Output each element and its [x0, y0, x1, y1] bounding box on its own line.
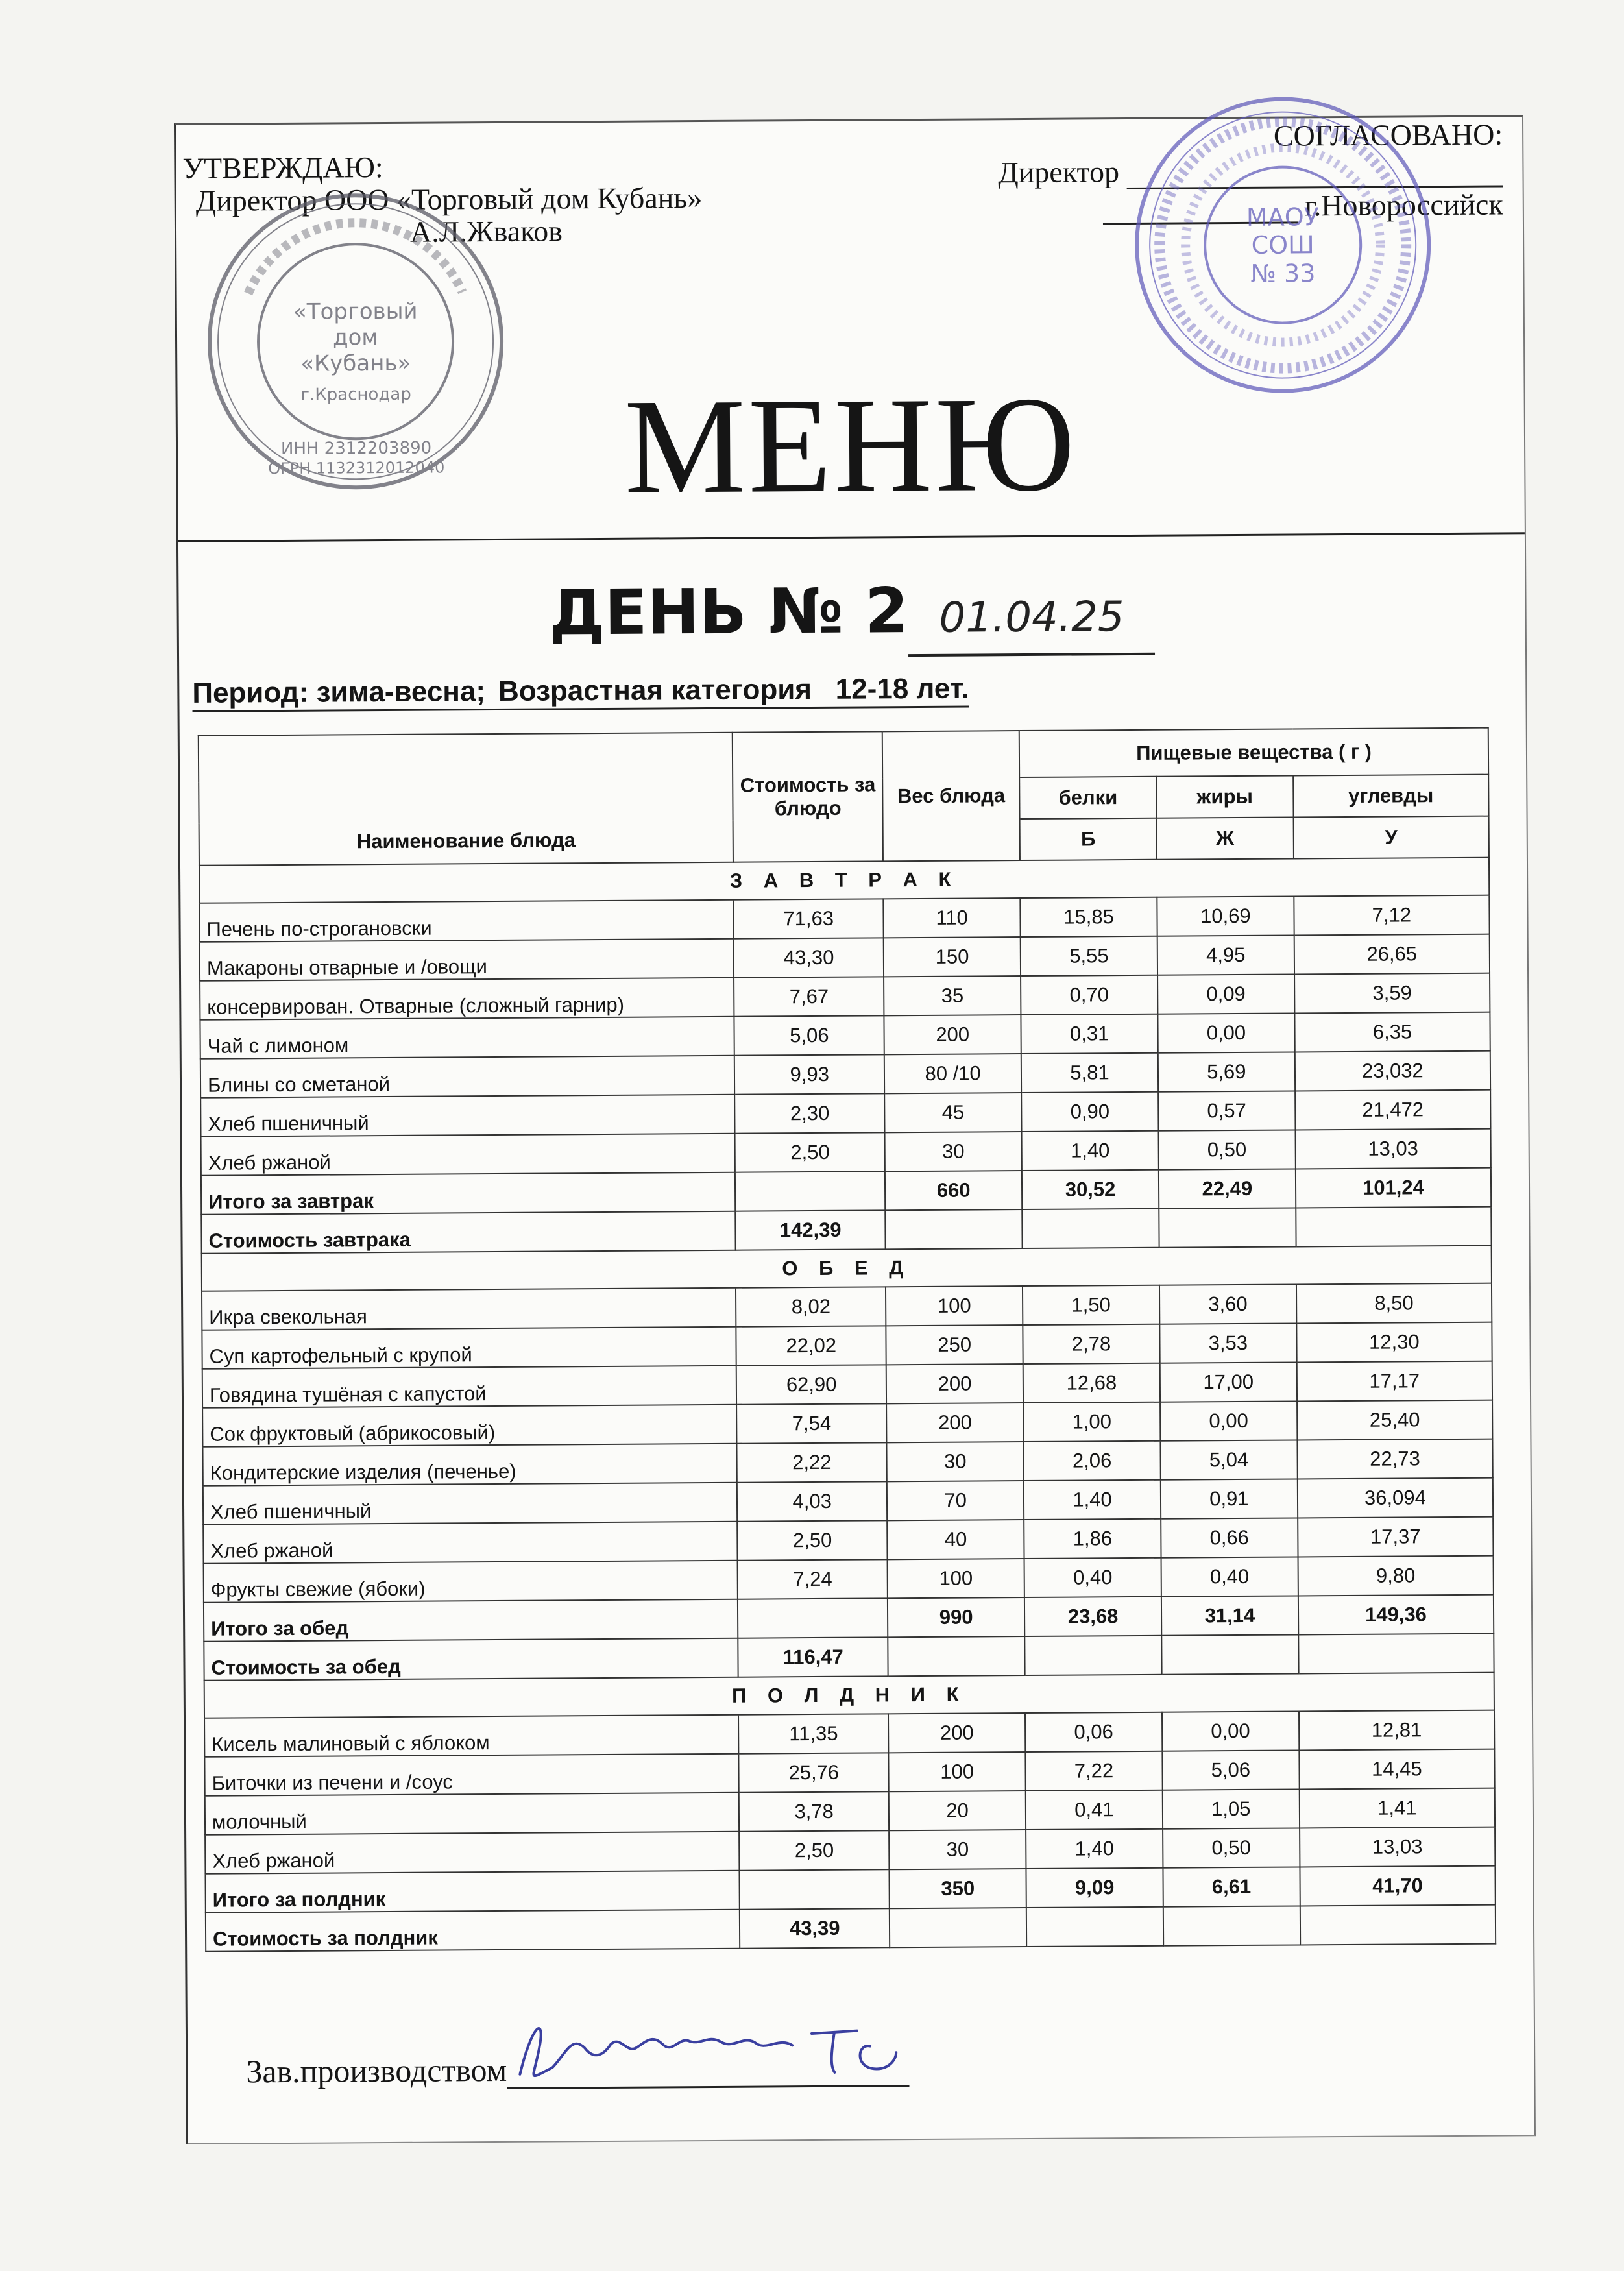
signature-block — [246, 2048, 909, 2091]
empty-cell — [1300, 1905, 1496, 1945]
dish-carbs: 12,81 — [1299, 1710, 1495, 1751]
dish-carbs: 6,35 — [1294, 1012, 1490, 1052]
dish-carbs: 21,472 — [1295, 1090, 1491, 1130]
dish-fats: 1,05 — [1163, 1789, 1300, 1828]
total-fats: 6,61 — [1163, 1867, 1300, 1906]
dish-cost: 2,50 — [735, 1132, 885, 1172]
dish-proteins: 15,85 — [1020, 897, 1157, 937]
dish-carbs: 1,41 — [1299, 1788, 1495, 1828]
total-cost-empty — [740, 1869, 890, 1909]
signature-line — [507, 2052, 909, 2089]
dish-proteins: 1,40 — [1022, 1131, 1159, 1171]
header-proteins: белки — [1019, 777, 1156, 819]
seal-name-line-3: «Кубань» — [300, 350, 411, 377]
total-label: Итого за завтрак — [201, 1172, 736, 1215]
header-fats: жиры — [1156, 775, 1293, 818]
handwritten-signature — [507, 2007, 923, 2087]
dish-name: Хлеб пшеничный — [203, 1483, 738, 1525]
dish-cost: 2,22 — [737, 1442, 887, 1482]
dish-carbs: 17,37 — [1298, 1517, 1494, 1557]
agreement-position: Директор — [998, 155, 1120, 189]
dish-weight: 200 — [884, 1015, 1021, 1054]
dish-fats: 5,69 — [1158, 1052, 1295, 1091]
dish-name: Печень по-строгановски — [199, 900, 734, 942]
dish-name: молочный — [205, 1793, 740, 1835]
dish-proteins: 1,86 — [1024, 1519, 1161, 1559]
dish-weight: 100 — [886, 1286, 1023, 1326]
dish-fats: 0,66 — [1161, 1518, 1298, 1557]
dish-name: Чай с лимоном — [200, 1017, 734, 1059]
empty-cell — [1161, 1634, 1298, 1674]
dish-weight: 30 — [887, 1442, 1024, 1481]
agreement-city: г.Новороссийск — [1304, 188, 1503, 223]
dish-carbs: 17,17 — [1296, 1361, 1492, 1402]
empty-cell — [1163, 1906, 1300, 1945]
dish-carbs: 26,65 — [1294, 934, 1490, 975]
day-heading — [178, 571, 1525, 661]
dish-cost: 11,35 — [738, 1714, 888, 1753]
dish-carbs: 36,094 — [1298, 1478, 1494, 1518]
seal-city: г.Краснодар — [300, 384, 411, 405]
dish-carbs: 22,73 — [1297, 1439, 1493, 1479]
dish-weight: 40 — [887, 1520, 1024, 1559]
total-carbs: 101,24 — [1296, 1168, 1492, 1208]
dish-cost: 9,93 — [734, 1054, 884, 1094]
meal-cost-label: Стоимость за полдник — [206, 1910, 740, 1952]
dish-weight: 100 — [889, 1752, 1026, 1791]
dish-weight: 45 — [884, 1093, 1021, 1132]
seal-inn: ИНН 2312203890 — [280, 438, 432, 459]
dish-weight: 70 — [887, 1481, 1024, 1520]
dish-weight: 150 — [884, 937, 1021, 977]
dish-cost: 2,50 — [739, 1830, 889, 1870]
dish-cost: 71,63 — [734, 899, 884, 938]
day-date: 01.04.25 — [908, 581, 1156, 657]
dish-fats: 0,40 — [1161, 1557, 1298, 1596]
menu-title: МЕНЮ — [624, 369, 1078, 522]
age-category-label: Возрастная категория — [498, 674, 812, 707]
empty-cell — [885, 1209, 1022, 1249]
total-fats: 31,14 — [1161, 1596, 1298, 1635]
meal-cost-value: 116,47 — [738, 1637, 888, 1677]
total-proteins: 30,52 — [1022, 1170, 1159, 1209]
dish-carbs: 13,03 — [1300, 1827, 1496, 1867]
dish-cost: 4,03 — [737, 1481, 887, 1521]
dish-fats: 0,00 — [1160, 1401, 1297, 1440]
dish-name: Блины со сметаной — [200, 1056, 735, 1098]
total-cost-empty — [735, 1171, 885, 1211]
school-seal-line-3: № 33 — [1250, 259, 1316, 288]
dish-weight: 100 — [888, 1559, 1024, 1598]
school-seal-line-2: СОШ — [1251, 230, 1315, 260]
empty-cell — [1298, 1634, 1494, 1674]
dish-cost: 2,30 — [734, 1093, 884, 1133]
meal-cost-label: Стоимость завтрака — [201, 1211, 736, 1254]
section-title: П О Л Д Н И К — [204, 1673, 1494, 1718]
menu-table-body — [199, 858, 1496, 1952]
total-weight: 990 — [888, 1597, 1024, 1637]
header-dish-name: Наименование блюда — [199, 733, 734, 866]
dish-cost: 62,90 — [736, 1365, 886, 1404]
total-carbs: 149,36 — [1298, 1595, 1494, 1635]
dish-fats: 0,50 — [1163, 1828, 1300, 1867]
dish-fats: 3,53 — [1159, 1323, 1296, 1363]
dish-carbs: 7,12 — [1294, 895, 1490, 936]
dish-fats: 0,00 — [1157, 1013, 1294, 1052]
dish-name: Хлеб пшеничный — [200, 1095, 735, 1137]
empty-cell — [1026, 1907, 1163, 1947]
dish-fats: 0,91 — [1161, 1479, 1298, 1518]
meal-cost-label: Стоимость за обед — [204, 1638, 738, 1681]
document-page — [174, 115, 1536, 2144]
dish-name: Кондитерские изделия (печенье) — [202, 1444, 737, 1486]
dish-name: Фрукты свежие (ябоки) — [204, 1561, 738, 1603]
dish-proteins: 0,70 — [1021, 975, 1157, 1015]
empty-cell — [1024, 1636, 1161, 1675]
total-carbs: 41,70 — [1300, 1866, 1496, 1906]
dish-proteins: 0,90 — [1021, 1092, 1158, 1132]
header-carbs: углевды — [1293, 775, 1489, 818]
dish-fats: 3,60 — [1159, 1284, 1296, 1324]
header-u: У — [1293, 816, 1489, 859]
total-label: Итого за полдник — [205, 1871, 740, 1913]
title-divider — [178, 532, 1525, 542]
dish-proteins: 1,40 — [1026, 1829, 1163, 1869]
dish-carbs: 12,30 — [1296, 1322, 1492, 1363]
dish-weight: 80 /10 — [884, 1054, 1021, 1093]
total-proteins: 9,09 — [1026, 1868, 1163, 1908]
dish-cost: 7,67 — [734, 977, 884, 1016]
dish-weight: 20 — [889, 1791, 1026, 1830]
dish-fats: 10,69 — [1157, 896, 1294, 936]
dish-weight: 35 — [884, 976, 1021, 1015]
dish-proteins: 0,40 — [1024, 1558, 1161, 1597]
dish-cost: 8,02 — [736, 1287, 886, 1326]
dish-weight: 30 — [889, 1830, 1026, 1869]
dish-name: Хлеб ржаной — [201, 1134, 736, 1176]
meal-cost-value: 43,39 — [740, 1908, 890, 1948]
dish-carbs: 8,50 — [1296, 1283, 1492, 1324]
header-nutrients: Пищевые вещества ( г ) — [1019, 728, 1488, 777]
dish-cost: 2,50 — [737, 1520, 887, 1560]
total-weight: 660 — [885, 1171, 1022, 1210]
dish-proteins: 12,68 — [1023, 1363, 1160, 1403]
school-seal-line-1: МАОУ — [1246, 202, 1319, 232]
dish-proteins: 5,81 — [1021, 1053, 1158, 1093]
dish-cost: 7,54 — [736, 1403, 886, 1443]
section-title: О Б Е Д — [202, 1246, 1492, 1291]
dish-cost: 7,24 — [738, 1559, 888, 1599]
day-label: ДЕНЬ № 2 — [548, 574, 909, 650]
dish-weight: 200 — [886, 1403, 1023, 1442]
dish-proteins: 0,31 — [1021, 1014, 1157, 1054]
dish-name: Сок фруктовый (абрикосовый) — [202, 1405, 737, 1447]
empty-cell — [888, 1636, 1025, 1676]
header-cost: Стоимость за блюдо — [733, 731, 883, 862]
dish-cost: 22,02 — [736, 1326, 886, 1365]
dish-proteins: 2,06 — [1024, 1441, 1161, 1481]
empty-cell — [890, 1908, 1026, 1947]
meal-cost-row — [206, 1905, 1496, 1952]
agreement-heading: СОГЛАСОВАНО: — [1273, 117, 1503, 152]
dish-weight: 110 — [884, 898, 1021, 938]
dish-proteins: 1,40 — [1024, 1480, 1161, 1520]
dish-fats: 4,95 — [1157, 935, 1294, 975]
dish-carbs: 13,03 — [1295, 1129, 1491, 1169]
empty-cell — [1159, 1208, 1296, 1247]
header-b: Б — [1020, 818, 1157, 860]
dish-name: Хлеб ржаной — [203, 1522, 738, 1564]
period-label: Период: зима-весна; — [192, 675, 486, 709]
empty-cell — [1296, 1207, 1492, 1247]
dish-name: консервирован. Отварные (сложный гарнир) — [200, 978, 734, 1020]
header-weight: Вес блюда — [882, 731, 1020, 861]
seal-name-line-2: дом — [332, 324, 379, 351]
dish-carbs: 25,40 — [1297, 1400, 1493, 1440]
dish-weight: 30 — [885, 1132, 1022, 1171]
header-z: Ж — [1156, 817, 1293, 859]
approval-heading: УТВЕРЖДАЮ: — [182, 151, 383, 185]
dish-name: Кисель малиновый с яблоком — [204, 1715, 739, 1757]
dish-cost: 25,76 — [739, 1753, 889, 1792]
approval-position: Директор ООО «Торговый дом Кубань» — [195, 181, 703, 217]
empty-cell — [1022, 1209, 1159, 1248]
total-fats: 22,49 — [1159, 1169, 1296, 1208]
dish-name: Суп картофельный с крупой — [202, 1327, 736, 1369]
approval-name: А.Л.Жваков — [409, 214, 563, 249]
dish-name: Макароны отварные и /овощи — [200, 939, 734, 981]
dish-weight: 200 — [888, 1713, 1025, 1753]
dish-name: Икра свекольная — [202, 1288, 736, 1330]
dish-fats: 0,00 — [1162, 1711, 1299, 1751]
dish-proteins: 1,50 — [1023, 1285, 1159, 1325]
seal-name-line-1: «Торговый — [293, 298, 418, 325]
dish-cost: 3,78 — [739, 1791, 889, 1831]
seal-ogrn: ОГРН 1132312012040 — [268, 458, 445, 478]
dish-carbs: 23,032 — [1295, 1051, 1491, 1091]
dish-fats: 17,00 — [1160, 1362, 1297, 1402]
total-weight: 350 — [890, 1869, 1026, 1908]
dish-fats: 5,06 — [1162, 1750, 1299, 1790]
dish-proteins: 2,78 — [1023, 1324, 1159, 1364]
dish-cost: 43,30 — [734, 938, 884, 977]
dish-fats: 0,50 — [1158, 1130, 1295, 1169]
dish-fats: 5,04 — [1160, 1440, 1297, 1479]
total-cost-empty — [738, 1598, 888, 1638]
school-seal-stamp — [1130, 91, 1436, 398]
dish-proteins: 0,06 — [1025, 1712, 1162, 1752]
dish-carbs: 3,59 — [1294, 973, 1490, 1014]
dish-weight: 250 — [886, 1325, 1023, 1365]
period-line — [192, 672, 969, 712]
dish-name: Хлеб ржаной — [205, 1832, 740, 1874]
section-title: З А В Т Р А К — [199, 858, 1489, 903]
dish-proteins: 5,55 — [1021, 936, 1157, 976]
total-label: Итого за обед — [204, 1599, 738, 1642]
meal-cost-value: 142,39 — [736, 1210, 886, 1250]
dish-proteins: 1,00 — [1023, 1402, 1160, 1442]
production-head-label: Зав.производством — [246, 2051, 507, 2090]
dish-cost: 5,06 — [734, 1015, 884, 1055]
dish-carbs: 14,45 — [1299, 1749, 1495, 1790]
dish-weight: 200 — [886, 1364, 1023, 1403]
dish-fats: 0,09 — [1157, 974, 1294, 1014]
dish-name: Говядина тушёная с капустой — [202, 1366, 737, 1408]
dish-fats: 0,57 — [1158, 1091, 1295, 1130]
dish-carbs: 9,80 — [1298, 1556, 1494, 1596]
dish-proteins: 7,22 — [1025, 1751, 1162, 1791]
menu-table — [198, 727, 1496, 1952]
dish-proteins: 0,41 — [1026, 1790, 1163, 1830]
total-proteins: 23,68 — [1024, 1597, 1161, 1636]
dish-name: Биточки из печени и /соус — [204, 1754, 739, 1796]
age-category-value: 12-18 лет. — [835, 672, 969, 705]
